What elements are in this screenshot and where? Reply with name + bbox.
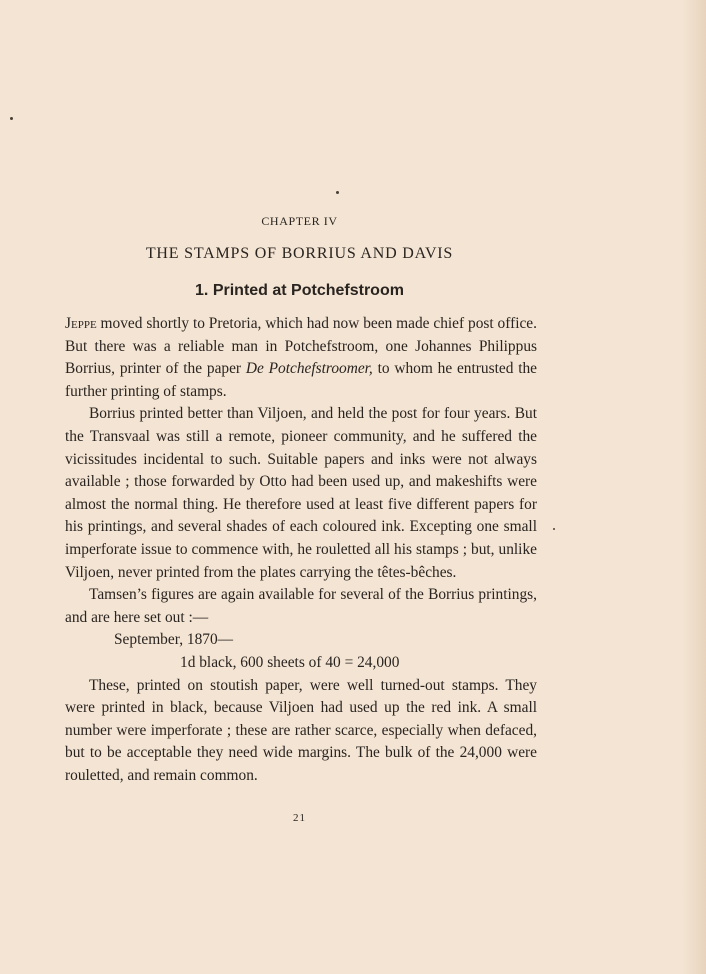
- paper-speck: [10, 117, 13, 120]
- paragraph-2: Borrius printed better than Viljoen, and held the post for four years. But the Transvaal was still a remote, pioneer community, and he suffered the vicissitudes incidental to such. Suitable papers and inks were not always available ; those forwarded by Otto had been used up, and makeshifts were almost the normal thing. He therefore used at least five different papers for his printings, and several shades of each coloured ink. Excepting one small imperforate issue to commence with, he rouletted all his stamps ; but, unlike Viljoen, never printed from the plates carrying the têtes-bêches.: [65, 405, 537, 581]
- lead-word: Jeppe: [65, 315, 97, 332]
- paper-speck: [553, 528, 555, 530]
- body-text: [65, 313, 537, 787]
- page-edge-shadow: [682, 0, 706, 974]
- chapter-title: THE STAMPS OF BORRIUS AND DAVIS: [145, 245, 454, 262]
- date-line: September, 1870—: [114, 631, 234, 649]
- chapter-label: CHAPTER IV: [261, 214, 338, 228]
- section-heading: 1. Printed at Potchefstroom: [195, 282, 404, 299]
- paragraph-1-text-a: moved shortly to Pretoria, which had now been made chief post office. But there was a reliable man in Potchefstroom, one Johannes Philippus Borrius, printer of the paper: [65, 315, 537, 378]
- figure-line: 1d black, 600 sheets of 40 = 24,000: [180, 653, 400, 671]
- newspaper-title: De Potchefstroomer,: [245, 360, 373, 378]
- paragraph-4: These, printed on stoutish paper, were well turned-out stamps. They were printed in black, because Viljoen had used up the red ink. A small number were imperforate ; these are rather scarce, especially when defaced, but to be acceptable they need wide margins. The bulk of the 24,000 were rouletted, and remain common.: [65, 676, 537, 784]
- page-number: 21: [293, 812, 306, 824]
- paragraph-1: [65, 313, 537, 403]
- paragraph-3: Tamsen’s figures are again available for several of the Borrius printings, and are here set out :—: [65, 586, 537, 626]
- paper-speck: [336, 191, 339, 194]
- paragraph-1-text-b: to whom he entrusted the further printing of stamps.: [65, 360, 537, 400]
